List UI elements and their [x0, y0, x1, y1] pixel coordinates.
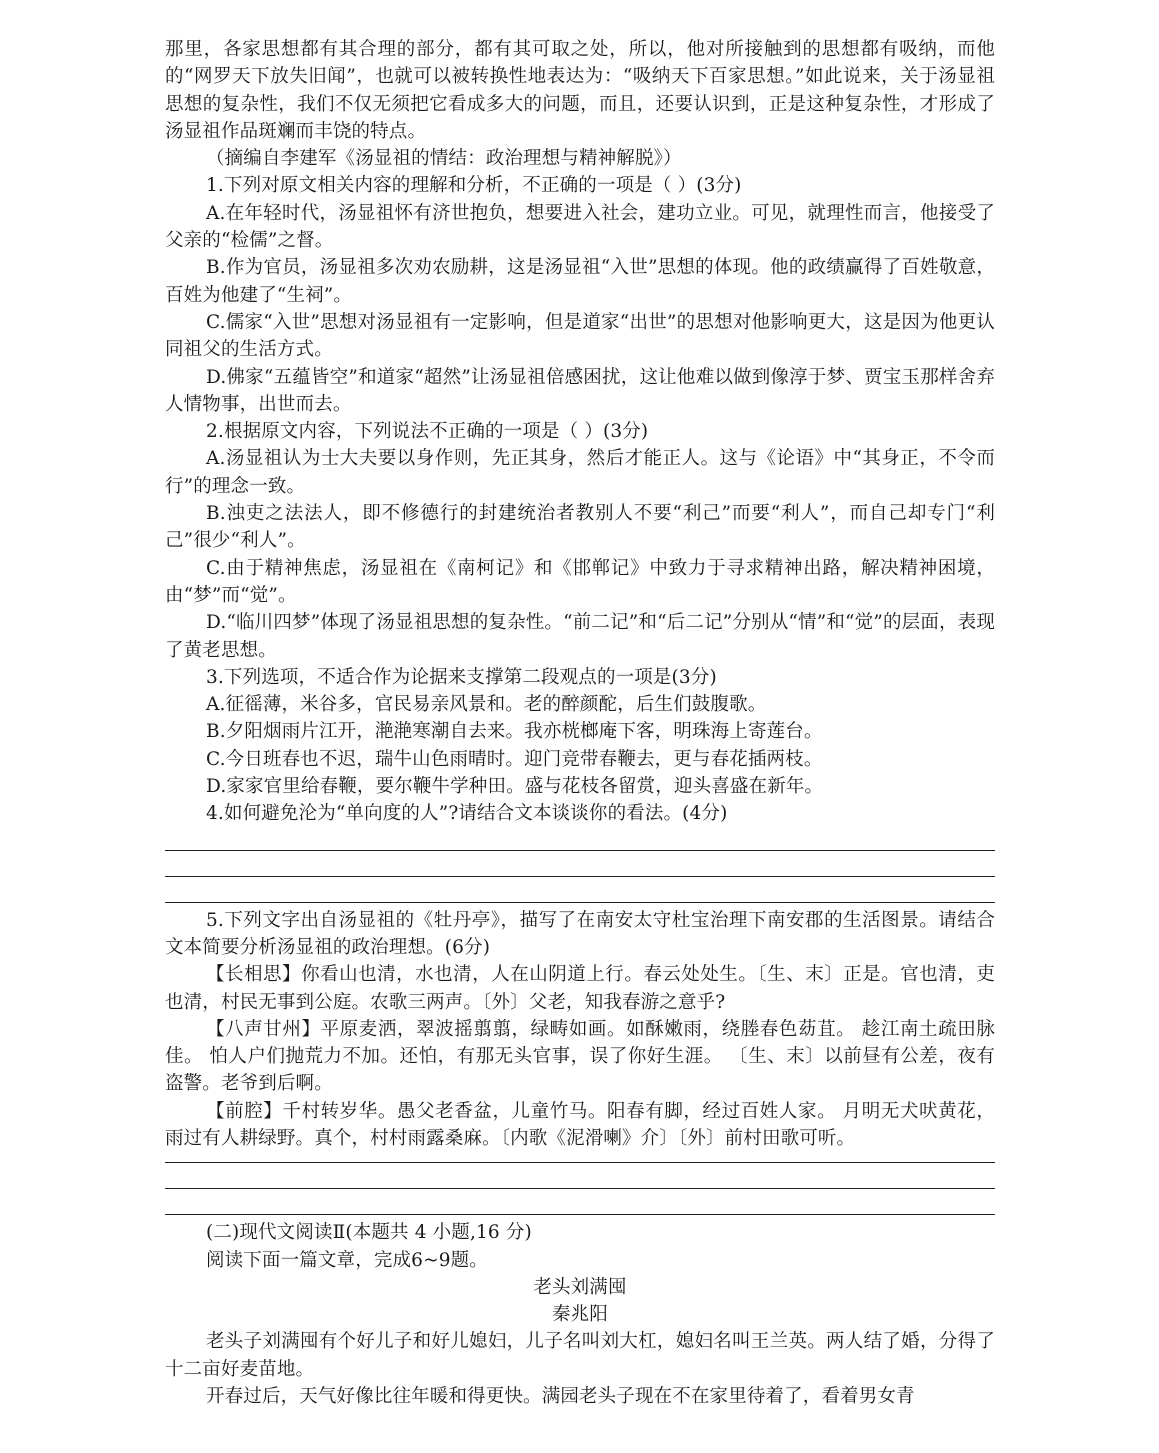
story-paragraph-1: 老头子刘满囤有个好儿子和好儿媳妇，儿子名叫刘大杠，媳妇名叫王兰英。两人结了婚，分得了十二亩好麦苗地。 [165, 1331, 995, 1380]
question-2-option-c: C.由于精神焦虑，汤显祖在《南柯记》和《邯郸记》中致力于寻求精神出路，解决精神困境，由“梦”而“觉”。 [165, 557, 995, 606]
question-3-option-a: A.征徭薄，米谷多，官民易亲风景和。老的醉颜酡，后生们鼓腹歌。 [206, 694, 767, 716]
question-1-option-c: C.儒家“入世”思想对汤显祖有一定影响，但是道家“出世”的思想对他影响更大，这是因为他更认同祖父的生活方式。 [165, 311, 995, 361]
exam-page [165, 36, 995, 1410]
question-3-option-b: B.夕阳烟雨片江开，滟滟寒潮自去来。我亦桄榔庵下客，明珠海上寄莲台。 [206, 721, 823, 743]
question-1-option-b: B.作为官员，汤显祖多次劝农励耕，这是汤显祖“入世”思想的体现。他的政绩赢得了百姓敬意，百姓为他建了“生祠”。 [165, 257, 995, 306]
story-paragraph-2: 开春过后，天气好像比往年暖和得更快。满园老头子现在不在家里待着了，看着男女青 [206, 1386, 915, 1408]
question-4-stem: 4.如何避免沦为“单向度的人”?请结合文本谈谈你的看法。(4分) [206, 803, 728, 825]
question-1-stem: 1.下列对原文相关内容的理解和分析，不正确的一项是（ ）(3分) [206, 175, 742, 197]
question-2-option-d: D.“临川四梦”体现了汤显祖思想的复杂性。“前二记”和“后二记”分别从“情”和“觉”的层面，表现了黄老思想。 [165, 612, 995, 661]
question-5-excerpt-1: 【长相思】你看山也清，水也清，人在山阴道上行。春云处处生。〔生、末〕正是。官也清，吏也清，村民无事到公庭。农歌三两声。〔外〕父老，知我春游之意乎? [165, 964, 995, 1013]
question-5-excerpt-3: 【前腔】千村转岁华。愚父老香盆，儿童竹马。阳春有脚，经过百姓人家。 月明无犬吠黄花，雨过有人耕绿野。真个，村村雨露桑麻。〔内歌《泥滑喇》介〕〔外〕前村田歌可听。 [165, 1100, 995, 1149]
passage-closing-paragraph: 那里，各家思想都有其合理的部分，都有其可取之处，所以，他对所接触到的思想都有吸纳，而他的“网罗天下放失旧闻”，也就可以被转换性地表达为：“吸纳天下百家思想。”如此说来，关于汤显祖思想的复杂性，我们不仅无须把它看成多大的问题，而且，还要认识到，正是这种复杂性，才形成了汤显祖作品斑斓而丰饶的特点。 [165, 39, 995, 142]
story-author: 秦兆阳 [552, 1304, 608, 1326]
question-3-option-c: C.今日班春也不迟，瑞牛山色雨晴时。迎门竞带春鞭去，更与春花插两枝。 [206, 748, 823, 770]
story-title: 老头刘满囤 [533, 1276, 627, 1298]
section-2-heading: (二)现代文阅读Ⅱ(本题共 4 小题,16 分) [206, 1222, 532, 1244]
question-3-option-d: D.家家官里给春鞭，要尔鞭牛学种田。盛与花枝各留赏，迎头喜盛在新年。 [206, 776, 824, 798]
question-2-option-b: B.浊吏之法法人，即不修德行的封建统治者教别人不要“利己”而要“利人”，而自己却专门“利己”很少“利人”。 [165, 503, 995, 552]
question-1-option-a: A.在年轻时代，汤显祖怀有济世抱负，想要进入社会，建功立业。可见，就理性而言，他接受了父亲的“检儒”之督。 [165, 202, 995, 252]
section-2-instruction: 阅读下面一篇文章，完成6~9题。 [206, 1249, 488, 1271]
question-5-excerpt-2: 【八声甘州】平原麦洒，翠波摇翦翦，绿畴如画。如酥嫩雨，绕塍春色苭苴。 趁江南土疏田脉佳。 怕人户们抛荒力不加。还怕，有那无头官事，误了你好生涯。 〔生、末〕以前昼有公差，夜有盗警。老爷到后啊。 [165, 1018, 995, 1095]
question-3-stem: 3.下列选项，不适合作为论据来支撑第二段观点的一项是(3分) [206, 666, 717, 688]
passage-source-citation: （摘编自李建军《汤显祖的情结：政治理想与精神解脱》） [206, 148, 682, 170]
question-5-stem: 5.下列文字出自汤显祖的《牡丹亭》，描写了在南安太守杜宝治理下南安郡的生活图景。请结合文本简要分析汤显祖的政治理想。(6分) [165, 909, 995, 958]
question-2-stem: 2.根据原文内容，下列说法不正确的一项是（ ）(3分) [206, 421, 649, 443]
question-1-option-d: D.佛家“五蕴皆空”和道家“超然”让汤显祖倍感困扰，这让他难以做到像淳于梦、贾宝玉那样舍弃人情物事，出世而去。 [165, 366, 995, 415]
question-2-option-a: A.汤显祖认为士大夫要以身作则，先正其身，然后才能正人。这与《论语》中“其身正，不令而行”的理念一致。 [165, 448, 995, 497]
